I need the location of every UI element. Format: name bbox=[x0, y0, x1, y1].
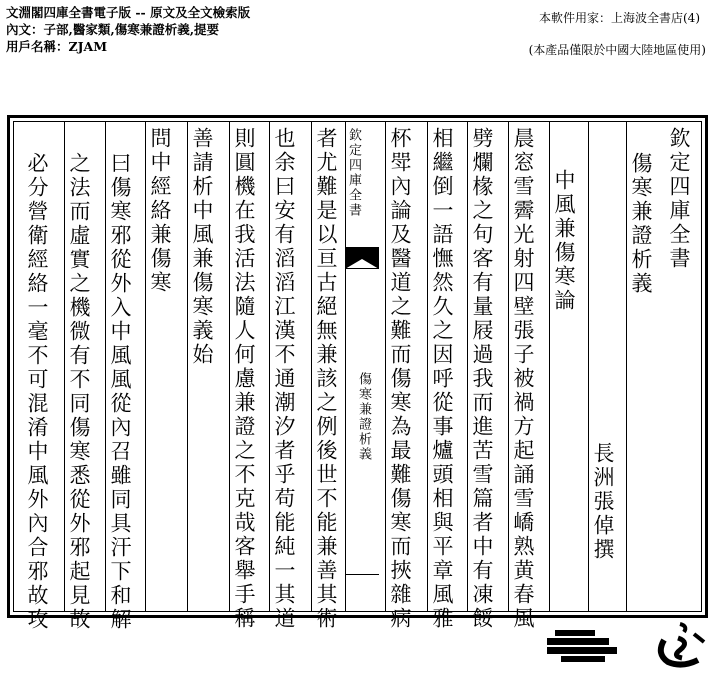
fishtail-rule bbox=[345, 268, 379, 269]
header-content-path: 內文：子部,醫家類,傷寒兼證析義,提要 bbox=[6, 22, 220, 37]
seal-logo-icon bbox=[650, 620, 710, 670]
text-column: 相繼倒一語憮然久之因呼從事爐頭相與平章風雅 bbox=[430, 127, 454, 631]
header-user: 用戶名稱：ZJAM bbox=[6, 39, 108, 54]
text-column: 也余曰安有滔滔江漢不通潮汐者乎苟能純一其道 bbox=[272, 127, 296, 631]
text-column: 則圓機在我活法隨人何慮兼證之不克哉客舉手稱 bbox=[232, 127, 256, 631]
text-column: 必分營衛經絡一毫不可混淆中風外內合邪故攻 bbox=[25, 152, 49, 632]
text-column: 者尤難是以亘古絕無兼該之例後世不能兼善其術 bbox=[314, 127, 338, 631]
text-column-work-title: 傷寒兼證析義 bbox=[629, 152, 653, 296]
header-region-note: (本產品僅限於中國大陸地區使用) bbox=[528, 43, 706, 57]
fishtail-book-title: 欽定四庫全書 bbox=[346, 128, 361, 218]
text-column-author: 長洲張倬撰 bbox=[591, 442, 615, 562]
header-info bbox=[6, 4, 250, 55]
fishtail-work-title: 傷寒兼證析義 bbox=[356, 372, 371, 462]
text-column: 晨窓雪霽光射四壁張子被禍方起誦雪嶠熟黄春風 bbox=[511, 127, 535, 631]
page-inner-border bbox=[13, 121, 702, 632]
text-column: 之法而虛實之機微有不同傷寒悉從外邪起見故 bbox=[67, 152, 91, 632]
text-column-chapter-title: 中風兼傷寒論 bbox=[552, 169, 576, 313]
header-licensee: 本軟件用家：上海波全書店(4) bbox=[539, 11, 700, 25]
fishtail-rule bbox=[345, 574, 379, 575]
text-column: 劈爛椽之句客有量屐過我而進苦雪篇者中有凍餒 bbox=[470, 127, 494, 631]
text-column: 曰傷寒邪從外入中風風從內召雖同具汗下和解 bbox=[108, 152, 132, 632]
header-title: 文淵閣四庫全書電子版 -- 原文及全文檢索版 bbox=[6, 5, 251, 20]
publisher-logo-icon bbox=[545, 628, 619, 664]
text-column: 杯斝內論及醫道之難而傷寒為最難傷寒而挾雜病 bbox=[388, 127, 412, 631]
text-column: 問中經絡兼傷寒 bbox=[148, 127, 172, 295]
text-column: 善請析中風兼傷寒義始 bbox=[190, 127, 214, 367]
text-column-book-title: 欽定四庫全書 bbox=[667, 127, 691, 271]
page-frame bbox=[7, 115, 708, 632]
